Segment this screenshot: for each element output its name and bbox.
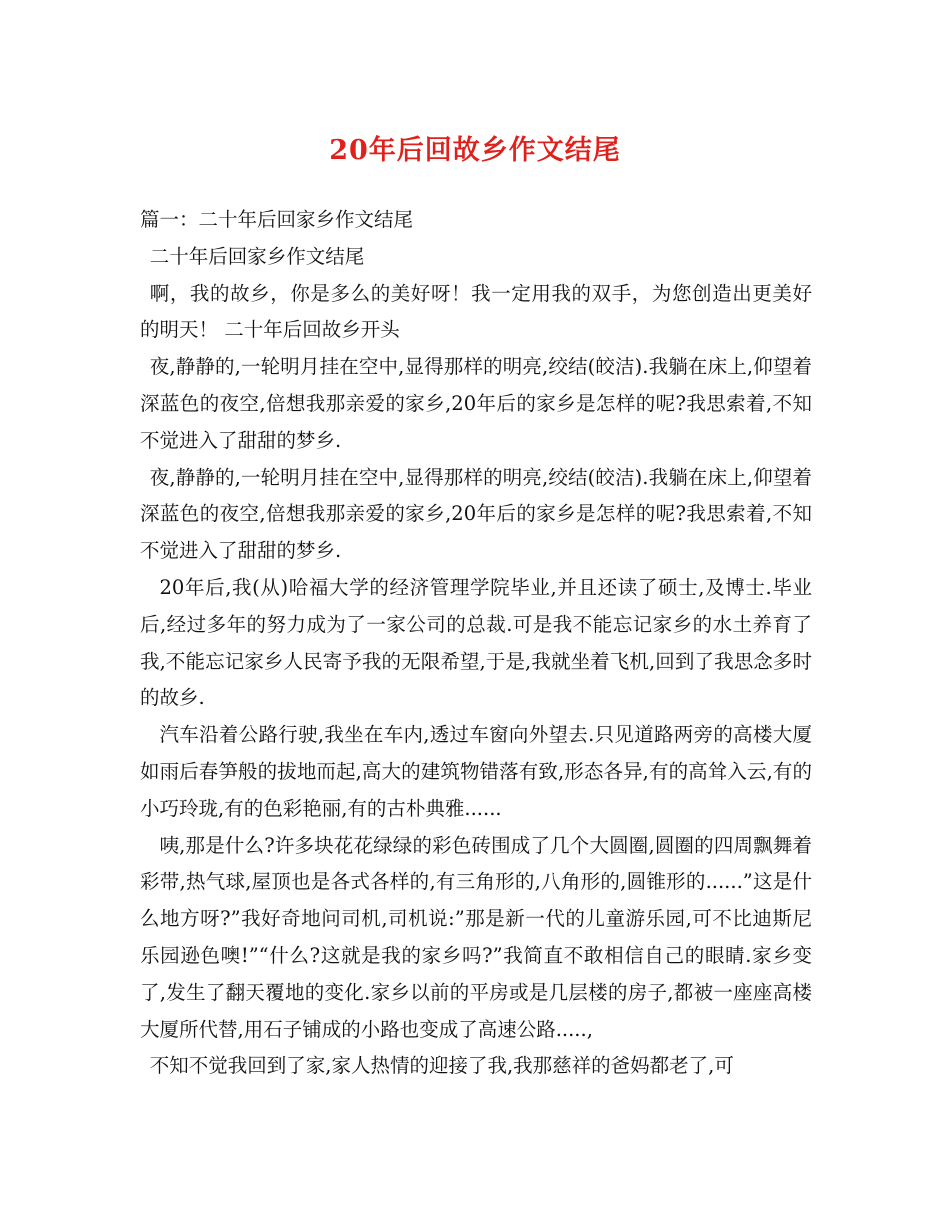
paragraph: 咦,那是什么?许多块花花绿绿的彩色砖围成了几个大圆圈,圆圈的四周飘舞着彩带,热气球,屋顶也是各式各样的,有三角形的,八角形的,圆锥形的......”这是什么地方呀?”我好奇地问司机,司机说:”那是新一代的儿童游乐园,可不比迪斯尼乐园逊色噢!”“什么?这就是我的家乡吗?”我简直不敢相信自己的眼睛.家乡变了,发生了翻天覆地的变化.家乡以前的平房或是几层楼的房子,都被一座座高楼大厦所代替,用石子铺成的小路也变成了高速公路....., (140, 833, 812, 1041)
paragraph: 不知不觉我回到了家,家人热情的迎接了我,我那慈祥的爸妈都老了,可 (149, 1054, 734, 1078)
paragraph: 啊，我的故乡，你是多么的美好呀！我一定用我的双手，为您创造出更美好的明天！ 二十年后回故乡开头 (140, 281, 812, 342)
section-heading: 篇一：二十年后回家乡作文结尾 (140, 208, 414, 231)
document-body (140, 202, 812, 1085)
paragraph: 20年后,我(从)哈福大学的经济管理学院毕业,并且还读了硕士,及博士.毕业后,经过多年的努力成为了一家公司的总裁.可是我不能忘记家乡的水土养育了我,不能忘记家乡人民寄予我的无限希望,于是,我就坐着飞机,回到了我思念多时的故乡. (140, 575, 812, 710)
paragraph: 夜,静静的,一轮明月挂在空中,显得那样的明亮,绞结(皎洁).我躺在床上,仰望着深蓝色的夜空,倍想我那亲爱的家乡,20年后的家乡是怎样的呢?我思索着,不知不觉进入了甜甜的梦乡. (140, 465, 812, 563)
subheading: 二十年后回家乡作文结尾 (149, 244, 365, 268)
paragraph: 汽车沿着公路行驶,我坐在车内,透过车窗向外望去.只见道路两旁的高楼大厦如雨后春笋般的拔地而起,高大的建筑物错落有致,形态各异,有的高耸入云,有的小巧玲珑,有的色彩艳丽,有的古朴典雅...... (140, 723, 812, 820)
paragraph: 夜,静静的,一轮明月挂在空中,显得那样的明亮,绞结(皎洁).我躺在床上,仰望着深蓝色的夜空,倍想我那亲爱的家乡,20年后的家乡是怎样的呢?我思索着,不知不觉进入了甜甜的梦乡. (140, 355, 812, 452)
document-title: 20年后回故乡作文结尾 (329, 135, 621, 166)
